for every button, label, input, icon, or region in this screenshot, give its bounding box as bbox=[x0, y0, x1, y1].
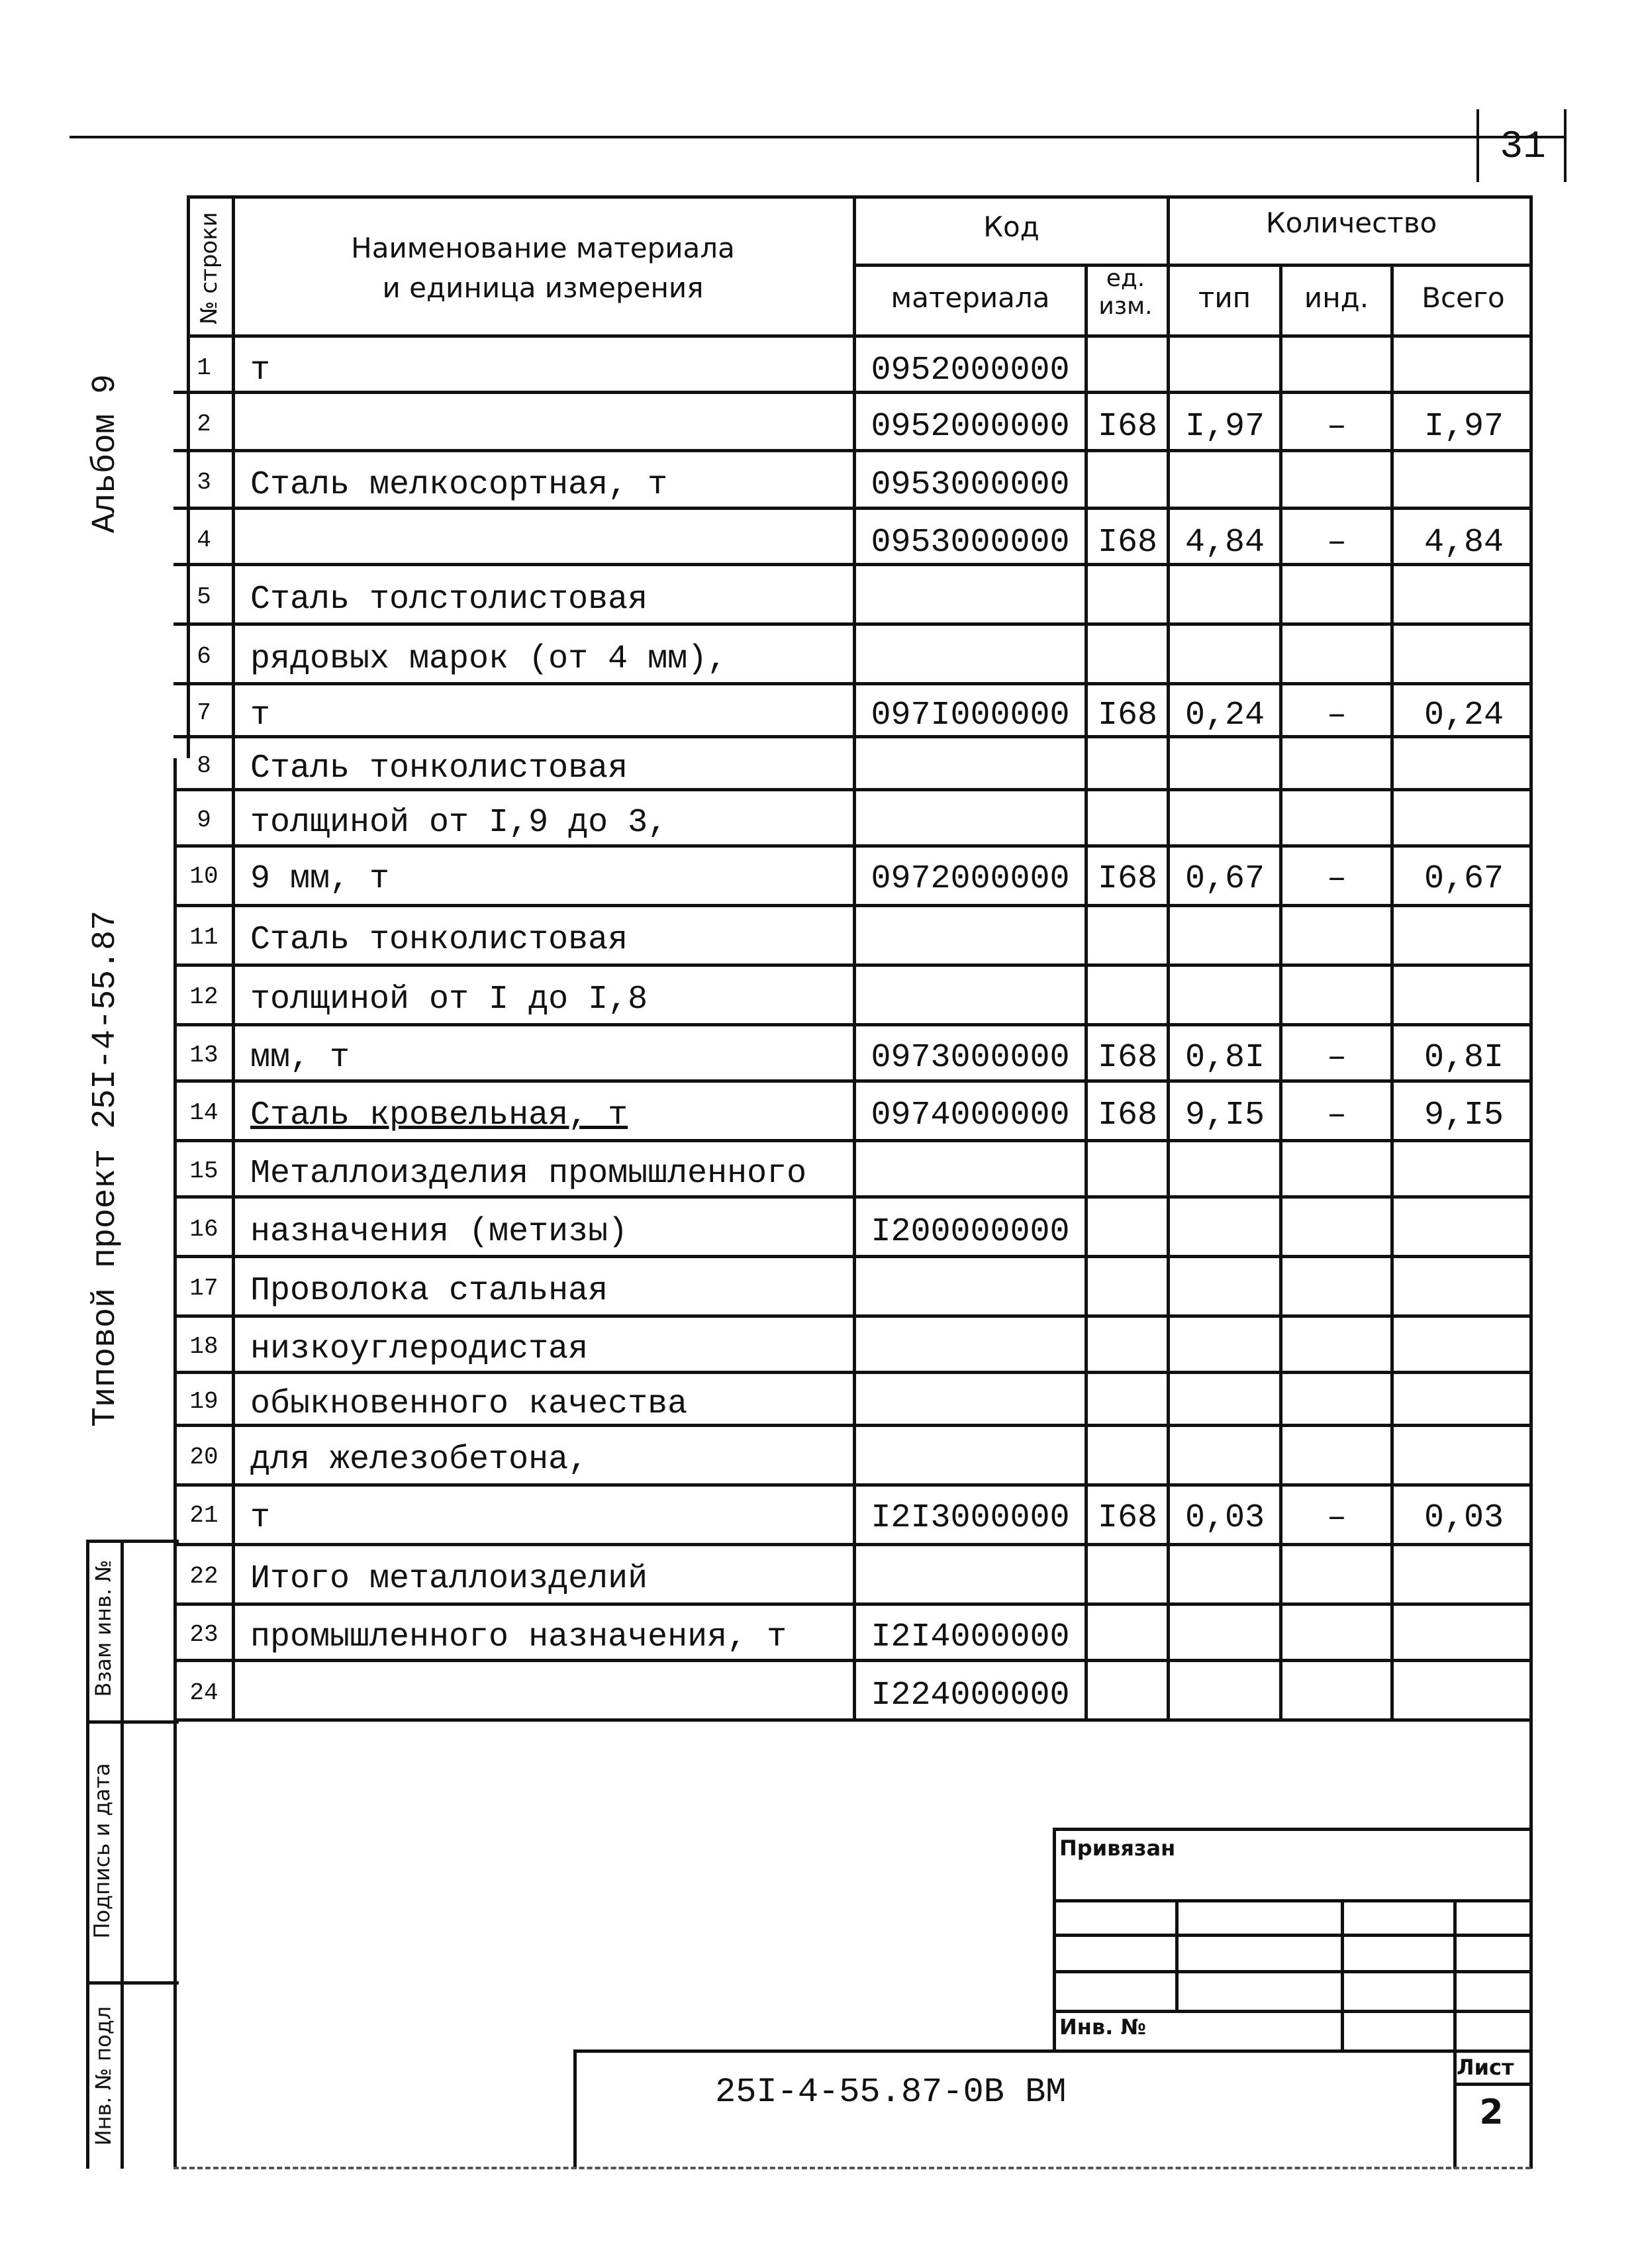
header-qty-ind: инд. bbox=[1304, 281, 1369, 314]
header-code-unit: ед. изм. bbox=[1098, 265, 1153, 320]
material-name: промышленного назначения, т bbox=[250, 1618, 787, 1656]
material-name: т bbox=[250, 352, 271, 389]
row-number: 3 bbox=[197, 469, 211, 496]
qty-type: 0,24 bbox=[1184, 697, 1265, 734]
header-top bbox=[187, 195, 1533, 199]
doc-box-top bbox=[573, 2049, 1529, 2053]
table-row bbox=[0, 1544, 1642, 1602]
album-label: Альбом 9 bbox=[87, 373, 124, 534]
material-code: 0972000000 bbox=[871, 860, 1070, 898]
qty-ind: – bbox=[1326, 1499, 1347, 1537]
row-number: 8 bbox=[197, 752, 211, 779]
tb-line-4 bbox=[1053, 2010, 1529, 2013]
unit-code: I68 bbox=[1097, 524, 1157, 562]
table-row bbox=[0, 336, 1642, 393]
row-number: 7 bbox=[197, 699, 211, 726]
row-number: 15 bbox=[189, 1158, 218, 1185]
qty-total: 0,24 bbox=[1424, 697, 1504, 734]
row-number: 6 bbox=[197, 643, 211, 670]
table-row bbox=[0, 1197, 1642, 1255]
table-row bbox=[0, 965, 1642, 1022]
table-row bbox=[0, 624, 1642, 682]
header-quantity: Количество bbox=[1265, 207, 1437, 239]
material-name: толщиной от I,9 до 3, bbox=[250, 804, 668, 842]
table-row bbox=[0, 1483, 1642, 1541]
table-row bbox=[0, 1425, 1642, 1483]
qty-ind: – bbox=[1326, 860, 1347, 898]
tb-top bbox=[1053, 1828, 1529, 1831]
material-code: I2I3000000 bbox=[871, 1499, 1070, 1537]
header-name-line1: Наименование материала bbox=[351, 232, 735, 264]
table-row bbox=[0, 1314, 1642, 1372]
unit-code: I68 bbox=[1097, 408, 1157, 446]
material-name: обыкновенного качества bbox=[250, 1385, 688, 1423]
table-row bbox=[0, 565, 1642, 622]
row-number: 14 bbox=[189, 1099, 218, 1126]
table-row bbox=[0, 681, 1642, 738]
qty-total: 0,03 bbox=[1424, 1499, 1504, 1537]
row-number: 11 bbox=[189, 924, 218, 951]
table-row bbox=[0, 1256, 1642, 1314]
table-row bbox=[0, 1602, 1642, 1660]
table-row bbox=[0, 392, 1642, 450]
table-row bbox=[0, 788, 1642, 846]
qty-total: I,97 bbox=[1424, 408, 1504, 446]
material-name: Сталь кровельная, т bbox=[250, 1097, 628, 1134]
stamp-div-1 bbox=[86, 1720, 179, 1724]
header-name-line2: и единица измерения bbox=[382, 271, 704, 304]
table-row bbox=[0, 1661, 1642, 1718]
unit-code: I68 bbox=[1097, 1499, 1157, 1537]
material-name: 9 мм, т bbox=[250, 860, 390, 898]
material-name: Сталь тонколистовая bbox=[250, 750, 628, 787]
tb-left bbox=[1053, 1828, 1056, 2053]
row-number: 9 bbox=[197, 807, 211, 834]
material-code: I200000000 bbox=[871, 1213, 1070, 1251]
material-code: 0973000000 bbox=[871, 1039, 1070, 1077]
qty-ind: – bbox=[1326, 697, 1347, 734]
header-qty-total: Всего bbox=[1422, 281, 1505, 314]
sheet-number: 31 bbox=[1500, 126, 1546, 169]
table-row bbox=[0, 734, 1642, 791]
qty-total: 0,8I bbox=[1424, 1039, 1504, 1077]
row-number: 17 bbox=[189, 1275, 218, 1302]
qty-type: 9,I5 bbox=[1184, 1097, 1265, 1134]
sheet-value: 2 bbox=[1479, 2093, 1504, 2132]
material-name: Итого металлоизделий bbox=[250, 1560, 648, 1598]
table-bottom bbox=[173, 1718, 1533, 1722]
row-number: 23 bbox=[189, 1621, 218, 1648]
header-code-material: материала bbox=[891, 281, 1050, 314]
doc-box-left bbox=[573, 2049, 577, 2169]
qty-ind: – bbox=[1326, 408, 1347, 446]
header-mid bbox=[853, 264, 1533, 267]
material-name: толщиной от I до I,8 bbox=[250, 981, 648, 1018]
tb-col-1 bbox=[1175, 1899, 1179, 2010]
header-qty-type: тип bbox=[1198, 281, 1251, 314]
table-row bbox=[0, 844, 1642, 902]
row-number: 12 bbox=[189, 983, 218, 1011]
material-name: Сталь толстолистовая bbox=[250, 581, 648, 618]
row-number: 2 bbox=[197, 411, 211, 438]
qty-ind: – bbox=[1326, 524, 1347, 562]
material-code: 0953000000 bbox=[871, 466, 1070, 504]
material-name: для железобетона, bbox=[250, 1441, 589, 1479]
qty-total: 9,I5 bbox=[1424, 1097, 1504, 1134]
row-number: 1 bbox=[197, 354, 211, 381]
material-code: I224000000 bbox=[871, 1677, 1070, 1714]
material-name: назначения (метизы) bbox=[250, 1213, 628, 1251]
row-number: 18 bbox=[189, 1333, 218, 1360]
material-name: рядовых марок (от 4 мм), bbox=[250, 640, 728, 678]
tb-line-1 bbox=[1053, 1899, 1529, 1902]
doc-code: 25I-4-55.87-0B ВМ bbox=[715, 2073, 1067, 2112]
qty-total: 4,84 bbox=[1424, 524, 1504, 562]
sheet-label: Лист bbox=[1457, 2055, 1514, 2080]
bottom-dashed-line bbox=[173, 2167, 1531, 2169]
qty-type: 4,84 bbox=[1184, 524, 1265, 562]
sheet-number-box-left bbox=[1476, 109, 1479, 182]
material-name: мм, т bbox=[250, 1039, 350, 1077]
row-number: 24 bbox=[189, 1679, 218, 1706]
row-number: 22 bbox=[189, 1563, 218, 1590]
material-name: низкоуглеродистая bbox=[250, 1330, 589, 1368]
row-number: 13 bbox=[189, 1042, 218, 1069]
row-number: 20 bbox=[189, 1444, 218, 1471]
qty-type: 0,8I bbox=[1184, 1039, 1265, 1077]
material-name: Сталь мелкосортная, т bbox=[250, 466, 668, 504]
tb-col-3 bbox=[1453, 1899, 1457, 2053]
material-code: 0952000000 bbox=[871, 352, 1070, 389]
sheet-box-mid bbox=[1453, 2083, 1529, 2086]
tb-col-2 bbox=[1341, 1899, 1344, 2053]
unit-code: I68 bbox=[1097, 697, 1157, 734]
material-name: т bbox=[250, 1499, 271, 1537]
material-code: 097I000000 bbox=[871, 697, 1070, 734]
qty-type: 0,03 bbox=[1184, 1499, 1265, 1537]
qty-type: I,97 bbox=[1184, 408, 1265, 446]
material-code: 0974000000 bbox=[871, 1097, 1070, 1134]
unit-code: I68 bbox=[1097, 1039, 1157, 1077]
stamp-vzam: Взам инв. № bbox=[91, 1559, 116, 1697]
unit-code: I68 bbox=[1097, 1097, 1157, 1134]
row-number: 4 bbox=[197, 526, 211, 554]
inv-no-label: Инв. № bbox=[1059, 2014, 1146, 2040]
material-name: Проволока стальная bbox=[250, 1272, 608, 1310]
qty-type: 0,67 bbox=[1184, 860, 1265, 898]
unit-code: I68 bbox=[1097, 860, 1157, 898]
sheet-number-box-right bbox=[1564, 109, 1567, 182]
stamp-inv-podl: Инв. № подл bbox=[91, 2006, 116, 2146]
row-number: 16 bbox=[189, 1216, 218, 1243]
project-label: Типовой проект 25I-4-55.87 bbox=[87, 910, 124, 1427]
table-row bbox=[0, 450, 1642, 508]
row-number: 5 bbox=[197, 583, 211, 611]
table-row bbox=[0, 1139, 1642, 1197]
header-code: Код bbox=[983, 211, 1039, 243]
row-number: 19 bbox=[189, 1388, 218, 1415]
table-row bbox=[0, 1081, 1642, 1138]
qty-ind: – bbox=[1326, 1039, 1347, 1077]
header-row-no: № строки bbox=[196, 212, 222, 324]
table-row bbox=[0, 905, 1642, 963]
table-row bbox=[0, 508, 1642, 566]
table-row bbox=[0, 1023, 1642, 1081]
row-number: 10 bbox=[189, 863, 218, 890]
material-code: 0953000000 bbox=[871, 524, 1070, 562]
material-name: Сталь тонколистовая bbox=[250, 921, 628, 959]
material-name: т bbox=[250, 697, 271, 734]
tb-line-2 bbox=[1053, 1934, 1529, 1937]
privyazan-label: Привязан bbox=[1059, 1836, 1176, 1861]
material-code: I2I4000000 bbox=[871, 1618, 1070, 1656]
material-name: Металлоизделия промышленного bbox=[250, 1155, 807, 1193]
tb-line-3 bbox=[1053, 1970, 1529, 1973]
top-rule bbox=[70, 136, 1566, 138]
row-number: 21 bbox=[189, 1502, 218, 1529]
table-row bbox=[0, 1369, 1642, 1427]
material-code: 0952000000 bbox=[871, 408, 1070, 446]
qty-ind: – bbox=[1326, 1097, 1347, 1134]
qty-total: 0,67 bbox=[1424, 860, 1504, 898]
stamp-signature: Подпись и дата bbox=[89, 1763, 115, 1939]
